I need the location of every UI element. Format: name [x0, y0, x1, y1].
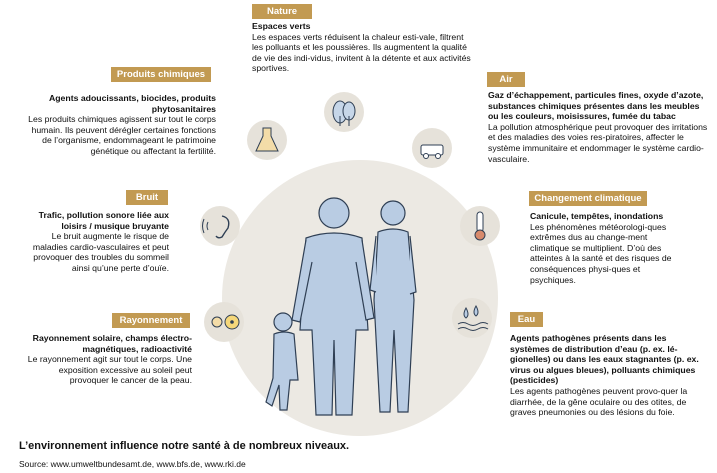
chemicals-text: Les produits chimiques agissent sur tout le corps humain. Ils peuvent dérégler certaines fonctions de l’organisme, endommageant le patrimoine génétique ou affectant la fertilité. — [28, 114, 216, 156]
car-exhaust-icon — [412, 128, 452, 168]
tag-noise: Bruit — [126, 190, 168, 205]
water-text: Les agents pathogènes peuvent provo-quer la diarrhée, de la gêne oculaire ou des otites, de graves pneumonies ou des lésions du foie. — [510, 385, 688, 418]
water-drops-icon — [452, 298, 492, 338]
chemicals-block — [26, 93, 216, 157]
flask-icon — [247, 120, 287, 160]
ear-icon — [200, 206, 240, 246]
tree-icon — [324, 92, 364, 132]
tag-air: Air — [487, 72, 525, 87]
tag-chemicals: Produits chimiques — [111, 67, 211, 82]
figure-caption: L’environnement influence notre santé à de nombreux niveaux. — [19, 440, 350, 452]
nature-title: Espaces verts — [252, 21, 311, 31]
nature-block — [252, 21, 472, 74]
air-title: Gaz d’échappement, particules fines, oxyde d’azote, substances chimiques présentes dans les meubles ou les couleurs, moisissures, fumée du tabac — [488, 90, 704, 122]
climate-title: Canicule, tempêtes, inondations — [530, 211, 664, 221]
climate-block — [530, 211, 680, 285]
air-block — [488, 90, 708, 164]
radiation-block — [26, 333, 192, 386]
tag-radiation: Rayonnement — [112, 313, 190, 328]
tag-water: Eau — [510, 312, 543, 327]
climate-text: Les phénomènes météorologi-ques extrêmes dus au change-ment climatique se multiplient. D’où des atteintes à la santé et des risques de conséquences physi-ques et psychiques. — [530, 221, 672, 285]
radiation-text: Le rayonnement agit sur tout le corps. Une exposition excessive au soleil peut provoquer le cancer de la peau. — [27, 354, 192, 386]
water-title: Agents pathogènes présents dans les systèmes de distribution d’eau (p. ex. lé-gionelles) ou dans les eaux stagnantes (p. ex. virus ou algues bleues), polluants chimiques (pesticides) — [510, 333, 699, 386]
tag-climate: Changement climatique — [529, 191, 647, 206]
radiation-title: Rayonnement solaire, champs électro-magnétiques, radioactivité — [32, 333, 192, 354]
sun-radiation-icon — [204, 302, 244, 342]
noise-title: Trafic, pollution sonore liée aux loisirs / musique bruyante — [38, 210, 169, 231]
chemicals-title: Agents adoucissants, biocides, produits phytosanitaires — [48, 93, 216, 114]
noise-text: Le bruit augmente le risque de maladies cardio-vasculaires et peut provoquer des troubles du sommeil ainsi qu’une perte d’ouïe. — [32, 231, 169, 273]
nature-text: Les espaces verts réduisent la chaleur esti-vale, filtrent les polluants et les poussières. Ils augmentent la qualité de vie des indi-vidus, invitent à la détente et aux activités sportives. — [252, 31, 471, 74]
water-block — [510, 333, 705, 418]
tag-nature: Nature — [252, 4, 312, 19]
noise-block — [29, 210, 169, 274]
source-line: Source: www.umweltbundesamt.de, www.bfs.de, www.rki.de — [19, 459, 246, 469]
air-text: La pollution atmosphérique peut provoquer des irritations et des maladies des voies res-piratoires, affecter le système immunitaire et endommager le système cardio-vasculaire. — [488, 121, 708, 164]
thermometer-icon — [460, 206, 500, 246]
